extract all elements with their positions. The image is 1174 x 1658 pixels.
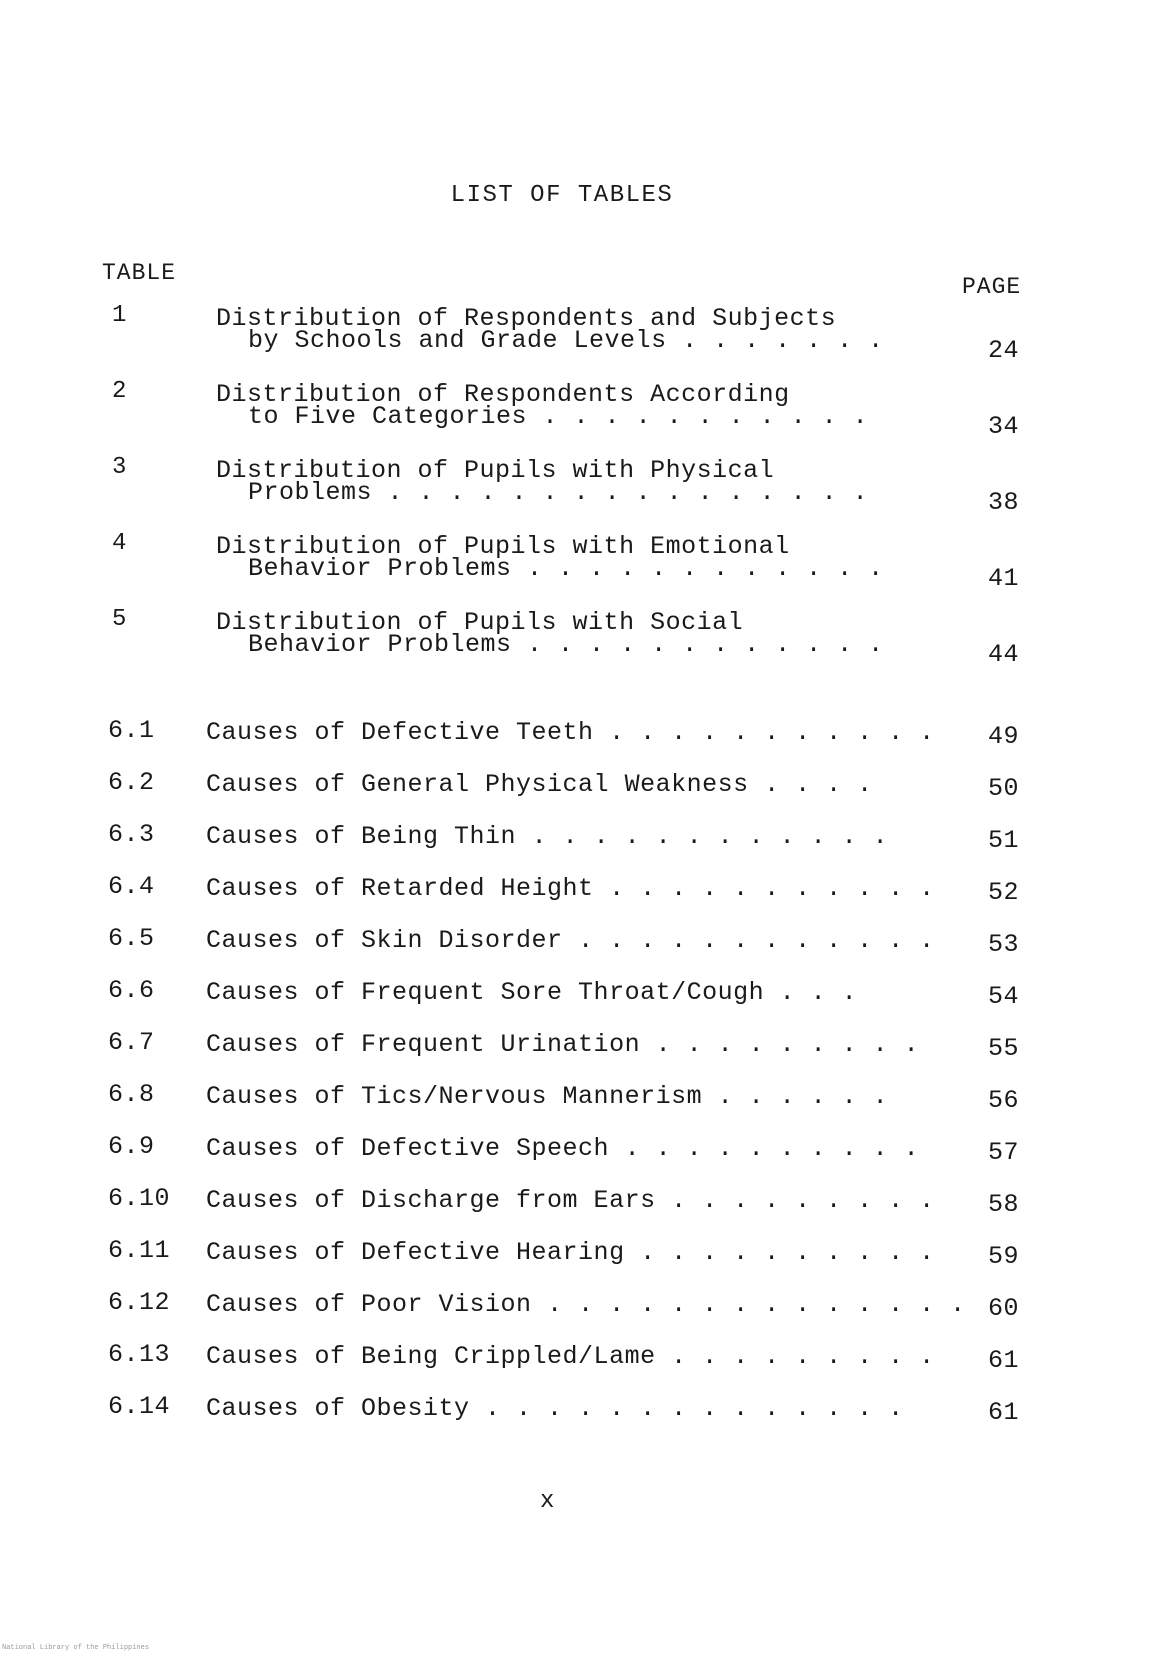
entry-page: 34: [988, 412, 1020, 441]
entry-title: Causes of Frequent Sore Throat/Cough . . .: [206, 978, 858, 1007]
entry-page: 38: [988, 488, 1020, 517]
table-entry-3: [0, 454, 1174, 518]
entry-title-continued: Behavior Problems . . . . . . . . . . . .: [248, 630, 884, 659]
entry-title: Causes of Being Crippled/Lame . . . . . . . . .: [206, 1342, 935, 1371]
entry-title: Distribution of Pupils with Emotional: [216, 532, 790, 561]
entry-number: 6.1: [108, 716, 155, 745]
dot-leader: . . . .: [748, 770, 873, 799]
entry-title-continued: to Five Categories . . . . . . . . . . .: [248, 402, 869, 431]
table-entry-6-10: [0, 1184, 1174, 1224]
entry-number: 6.5: [108, 924, 155, 953]
entry-number: 4: [112, 530, 127, 557]
entry-title: Causes of Discharge from Ears . . . . . . . . .: [206, 1186, 935, 1215]
entry-number: 1: [112, 302, 127, 329]
dot-leader: . . . . . . . . . . .: [527, 402, 869, 431]
dot-leader: . . . . . . . . . . . .: [511, 630, 884, 659]
dot-leader: . . . . . . . . . . . .: [516, 822, 889, 851]
entry-number: 6.14: [108, 1392, 171, 1421]
dot-leader: . . . . . . . . .: [640, 1030, 920, 1059]
entry-number: 6.7: [108, 1028, 155, 1057]
dot-leader: . . . . . . . . . . . . . .: [531, 1290, 966, 1319]
entry-number: 3: [112, 454, 127, 481]
entry-number: 6.9: [108, 1132, 155, 1161]
entry-page: 51: [988, 826, 1020, 855]
entry-page: 60: [988, 1294, 1020, 1323]
entry-page: 41: [988, 564, 1020, 593]
table-entry-6-7: [0, 1028, 1174, 1068]
entry-number: 2: [112, 378, 127, 405]
dot-leader: . . . . . . . . . .: [609, 1134, 920, 1163]
table-entry-6-2: [0, 768, 1174, 808]
entry-number: 6.3: [108, 820, 155, 849]
entry-page: 49: [988, 722, 1020, 751]
page-column-header: PAGE: [962, 274, 1022, 300]
dot-leader: . . . . . . . . . . . .: [511, 554, 884, 583]
entry-title: Causes of Defective Hearing . . . . . . . . . .: [206, 1238, 935, 1267]
entry-number: 5: [112, 606, 127, 633]
entry-number: 6.2: [108, 768, 155, 797]
entry-page: 44: [988, 640, 1020, 669]
entry-title: Causes of Defective Teeth . . . . . . . . . . .: [206, 718, 935, 747]
dot-leader: . . . . . . . . .: [655, 1342, 935, 1371]
dot-leader: . . . . . .: [702, 1082, 889, 1111]
table-entry-6-13: [0, 1340, 1174, 1380]
entry-page: 57: [988, 1138, 1020, 1167]
table-entry-6-12: [0, 1288, 1174, 1328]
entry-title: Distribution of Respondents According: [216, 380, 790, 409]
table-entry-6-14: [0, 1392, 1174, 1432]
table-entry-6-6: [0, 976, 1174, 1016]
entry-number: 6.6: [108, 976, 155, 1005]
entry-page: 61: [988, 1398, 1020, 1427]
entry-page: 61: [988, 1346, 1020, 1375]
scan-watermark: National Library of the Philippines: [2, 1644, 150, 1652]
entry-number: 6.8: [108, 1080, 155, 1109]
entry-title: Distribution of Pupils with Physical: [216, 456, 775, 485]
entry-page: 24: [988, 336, 1020, 365]
entry-title: Causes of Skin Disorder . . . . . . . . . . . .: [206, 926, 935, 955]
table-entry-2: [0, 378, 1174, 442]
dot-leader: . . . . . . .: [666, 326, 884, 355]
entry-page: 52: [988, 878, 1020, 907]
table-entry-6-5: [0, 924, 1174, 964]
entry-number: 6.13: [108, 1340, 171, 1369]
page-title: LIST OF TABLES: [450, 182, 674, 209]
entry-number: 6.12: [108, 1288, 171, 1317]
entry-page: 53: [988, 930, 1020, 959]
entry-page: 56: [988, 1086, 1020, 1115]
entry-title: Causes of Poor Vision . . . . . . . . . . . . . .: [206, 1290, 966, 1319]
entry-page: 50: [988, 774, 1020, 803]
table-entry-6-8: [0, 1080, 1174, 1120]
dot-leader: . . .: [764, 978, 858, 1007]
table-entry-5: [0, 606, 1174, 670]
table-entry-6-1: [0, 716, 1174, 756]
table-entry-4: [0, 530, 1174, 594]
entry-title: Causes of Obesity . . . . . . . . . . . . . .: [206, 1394, 904, 1423]
table-entry-6-11: [0, 1236, 1174, 1276]
entry-title-continued: Behavior Problems . . . . . . . . . . . .: [248, 554, 884, 583]
entry-title: Causes of Being Thin . . . . . . . . . . . .: [206, 822, 889, 851]
entry-page: 58: [988, 1190, 1020, 1219]
table-entry-1: [0, 302, 1174, 366]
entry-title: Causes of Retarded Height . . . . . . . . . . .: [206, 874, 935, 903]
dot-leader: . . . . . . . . . . . .: [562, 926, 935, 955]
entry-title-continued: by Schools and Grade Levels . . . . . . .: [248, 326, 884, 355]
entry-page: 55: [988, 1034, 1020, 1063]
table-entry-6-9: [0, 1132, 1174, 1172]
entry-page: 54: [988, 982, 1020, 1011]
dot-leader: . . . . . . . . . . .: [593, 874, 935, 903]
entry-number: 6.10: [108, 1184, 171, 1213]
entry-page: 59: [988, 1242, 1020, 1271]
entry-title: Causes of General Physical Weakness . . . .: [206, 770, 873, 799]
entry-number: 6.4: [108, 872, 155, 901]
entry-title: Causes of Tics/Nervous Mannerism . . . . . .: [206, 1082, 889, 1111]
entry-title: Causes of Defective Speech . . . . . . . . . .: [206, 1134, 920, 1163]
entry-title: Distribution of Respondents and Subjects: [216, 304, 837, 333]
dot-leader: . . . . . . . . . . . . . . . .: [372, 478, 869, 507]
entry-title: Causes of Frequent Urination . . . . . . . . .: [206, 1030, 920, 1059]
entry-title: Distribution of Pupils with Social: [216, 608, 744, 637]
dot-leader: . . . . . . . . . . .: [593, 718, 935, 747]
dot-leader: . . . . . . . . . .: [624, 1238, 935, 1267]
dot-leader: . . . . . . . . . . . . . .: [469, 1394, 904, 1423]
table-entry-6-3: [0, 820, 1174, 860]
entry-title-continued: Problems . . . . . . . . . . . . . . . .: [248, 478, 869, 507]
entry-number: 6.11: [108, 1236, 171, 1265]
dot-leader: . . . . . . . . .: [655, 1186, 935, 1215]
page-number-roman: x: [540, 1488, 555, 1515]
table-entry-6-4: [0, 872, 1174, 912]
table-column-header: TABLE: [102, 260, 177, 286]
